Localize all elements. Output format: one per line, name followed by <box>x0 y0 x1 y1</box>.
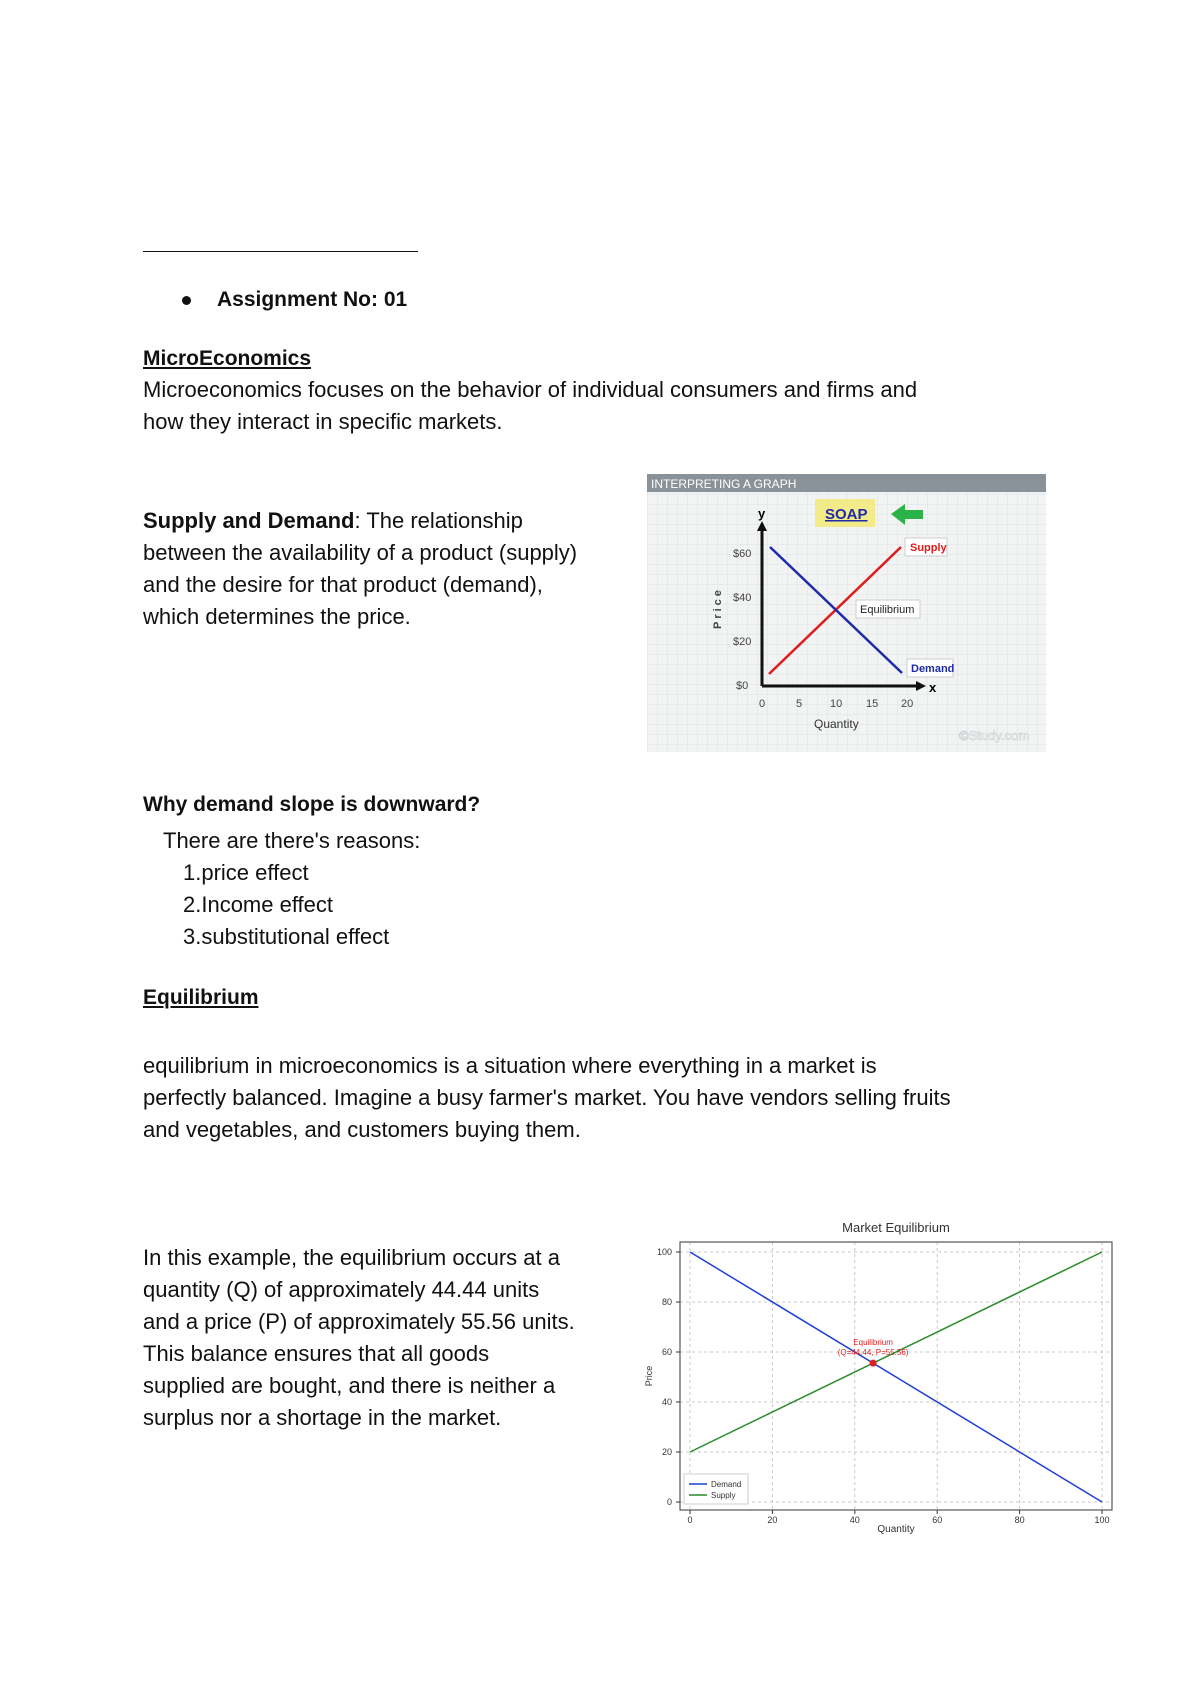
equilibrium-point <box>870 1360 877 1367</box>
y-tick-label: 60 <box>661 1347 672 1357</box>
reason-item: 2.Income effect <box>183 892 334 917</box>
supply-demand-figure <box>647 474 1046 752</box>
example-line-6: surplus nor a shortage in the market. <box>143 1405 502 1430</box>
y-axis-letter: y <box>758 506 766 521</box>
header-rule <box>143 251 418 252</box>
example-paragraph <box>143 1242 633 1434</box>
x-tick-label: 20 <box>767 1515 778 1525</box>
x-tick-label: 40 <box>849 1515 860 1525</box>
x-tick-label: 60 <box>932 1515 943 1525</box>
x-axis-label: Quantity <box>877 1524 915 1535</box>
equilibrium-heading: Equilibrium <box>143 986 259 1009</box>
supply-demand-graph <box>647 474 1046 752</box>
y-tick: $60 <box>733 548 752 560</box>
y-tick: $40 <box>733 592 752 604</box>
x-tick-label: 80 <box>1014 1515 1025 1525</box>
soap-label: SOAP <box>825 506 868 523</box>
x-tick-label: 100 <box>1094 1515 1110 1525</box>
y-tick-label: 80 <box>661 1297 672 1307</box>
bullet-icon <box>182 296 191 305</box>
x-axis-title: Quantity <box>814 717 859 731</box>
x-tick: 10 <box>830 698 843 710</box>
micro-line-2: how they interact in specific markets. <box>143 409 503 434</box>
legend-label: Demand <box>711 1480 742 1489</box>
micro-paragraph <box>143 374 1043 438</box>
supply-demand-line-3: and the desire for that product (demand), <box>143 572 543 597</box>
y-tick-label: 20 <box>661 1447 672 1457</box>
supply-demand-paragraph <box>143 505 643 633</box>
plot-frame <box>680 1242 1112 1510</box>
y-tick-label: 40 <box>661 1397 672 1407</box>
example-line-3: and a price (P) of approximately 55.56 units. <box>143 1309 575 1334</box>
demand-slope-intro: There are there's reasons: <box>163 828 421 853</box>
example-line-1: In this example, the equilibrium occurs at a <box>143 1245 560 1270</box>
supply-tag-text: Supply <box>910 542 947 554</box>
watermark: ©Study.com <box>959 728 1030 743</box>
y-tick: $20 <box>733 636 752 648</box>
legend-label: Supply <box>711 1491 736 1500</box>
supply-demand-line-4: which determines the price. <box>143 604 411 629</box>
equilibrium-paragraph <box>143 1050 1093 1146</box>
supply-demand-text-1: The relationship <box>360 508 523 533</box>
example-line-4: This balance ensures that all goods <box>143 1341 490 1366</box>
x-tick: 0 <box>759 698 766 710</box>
assignment-label: Assignment No: 01 <box>217 288 408 311</box>
x-tick: 20 <box>901 698 914 710</box>
y-tick-label: 0 <box>666 1497 672 1507</box>
example-line-5: supplied are bought, and there is neither a <box>143 1373 556 1398</box>
supply-demand-colon: : <box>354 508 361 533</box>
y-axis-label: Price <box>644 1365 654 1387</box>
equilibrium-annotation: (Q=44.44, P=55.56) <box>837 1348 909 1358</box>
y-tick-label: 100 <box>656 1247 672 1257</box>
x-tick: 15 <box>866 698 879 710</box>
x-tick: 5 <box>796 698 803 710</box>
x-axis-letter: x <box>929 680 937 695</box>
demand-slope-heading: Why demand slope is downward? <box>143 793 481 816</box>
demand-tag-text: Demand <box>911 663 955 675</box>
example-line-2: quantity (Q) of approximately 44.44 units <box>143 1277 540 1302</box>
demand-slope-reasons <box>183 857 389 953</box>
x-tick-label: 0 <box>687 1515 693 1525</box>
reason-item: 3.substitutional effect <box>183 924 390 949</box>
equilibrium-line-3: and vegetables, and customers buying them. <box>143 1117 581 1142</box>
equilibrium-tag-text: Equilibrium <box>860 604 915 616</box>
assignment-bullet <box>182 288 407 312</box>
equilibrium-line-1: equilibrium in microeconomics is a situation where everything in a market is <box>143 1053 877 1078</box>
y-tick: $0 <box>736 680 749 692</box>
demand-line <box>690 1252 1102 1502</box>
supply-demand-line-2: between the availability of a product (supply) <box>143 540 578 565</box>
chart-title: Market Equilibrium <box>842 1220 950 1235</box>
market-equilibrium-svg <box>634 1212 1124 1536</box>
market-equilibrium-chart <box>634 1212 1124 1536</box>
micro-line-1: Microeconomics focuses on the behavior of individual consumers and firms and <box>143 377 918 402</box>
figure-banner-text: INTERPRETING A GRAPH <box>651 477 797 491</box>
supply-demand-line-1 <box>143 505 643 537</box>
equilibrium-line-2: perfectly balanced. Imagine a busy farmer's market. You have vendors selling fruits <box>143 1085 951 1110</box>
supply-demand-term: Supply and Demand <box>143 508 355 533</box>
reason-item: 1.price effect <box>183 860 309 885</box>
micro-heading: MicroEconomics <box>143 347 312 370</box>
equilibrium-annotation: Equilibrium <box>853 1338 893 1348</box>
y-axis-title: Price <box>712 587 724 629</box>
